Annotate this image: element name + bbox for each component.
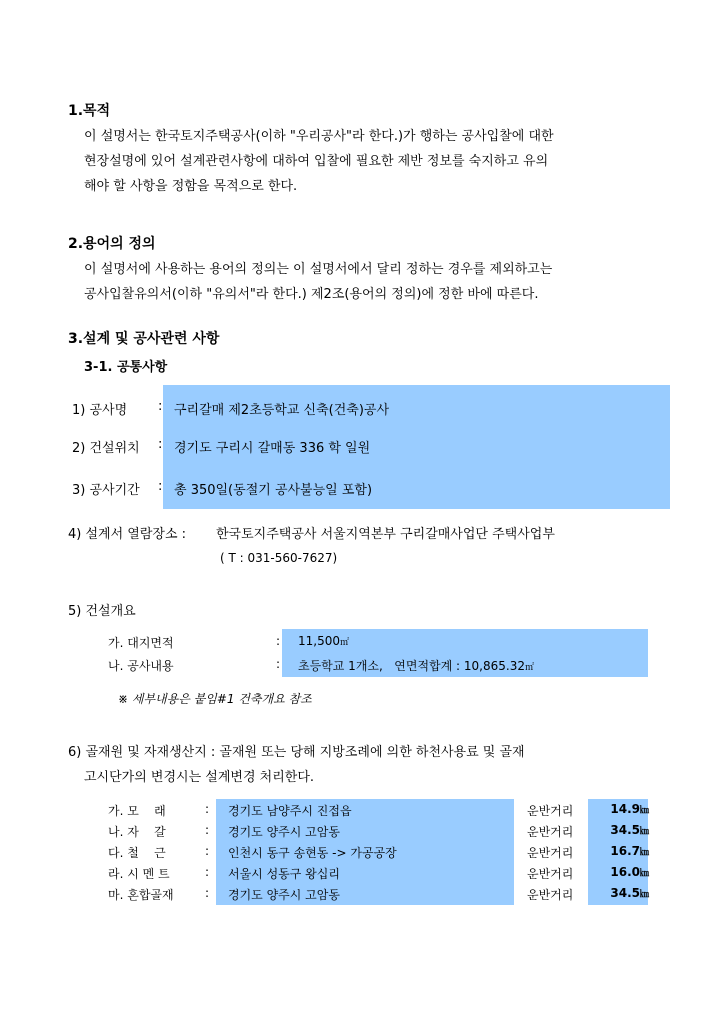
colon: :	[158, 437, 163, 452]
colon: :	[205, 844, 210, 858]
section-2-paragraph	[84, 257, 656, 307]
reference-note: ※ 세부내용은 붙임#1 건축개요 참조	[118, 692, 312, 706]
location-label: 2) 건설위치	[72, 441, 140, 456]
period-value: 총 350일(동절기 공사불능일 포함)	[174, 483, 373, 498]
paragraph-line: 현장설명에 있어 설계관련사항에 대하여 입찰에 필요한 제반 정보를 숙지하고 유의	[84, 154, 549, 169]
site-area-number: 11,500	[298, 634, 340, 648]
paragraph-line: 이 설명서는 한국토지주택공사(이하 "우리공사"라 한다.)가 행하는 공사입찰에 대한	[84, 129, 554, 144]
colon: :	[205, 865, 210, 879]
aggregate-source-paragraph	[68, 740, 656, 790]
colon: :	[158, 479, 163, 494]
material-row-rebar-place: 인천시 동구 송현동 -> 가공공장	[228, 846, 397, 860]
distance-unit: ㎞	[639, 827, 649, 837]
colon: :	[205, 886, 210, 900]
paragraph-line: 해야 할 사항을 정함을 목적으로 한다.	[84, 179, 298, 194]
paragraph-line: 6) 골재원 및 자재생산지 : 골재원 또는 당해 지방조례에 의한 하천사용료 및 골재	[68, 745, 525, 760]
section-3-1-subheading: 3-1. 공통사항	[84, 360, 168, 375]
material-row-cement-distance-label: 운반거리	[527, 867, 574, 881]
material-row-sand-label: 가. 모 래	[108, 804, 166, 818]
distance-value: 34.5	[610, 823, 640, 837]
material-row-mixed-aggregate-distance-label: 운반거리	[527, 888, 574, 902]
material-row-rebar-label: 다. 철 근	[108, 846, 166, 860]
material-row-mixed-aggregate-label: 마. 혼합골재	[108, 888, 174, 902]
viewing-place-label: 4) 설계서 열람장소 :	[68, 527, 187, 542]
location-value: 경기도 구리시 갈매동 336 학 일원	[174, 441, 371, 456]
distance-unit: ㎞	[639, 869, 649, 879]
section-3-heading: 3.설계 및 공사관련 사항	[68, 331, 220, 347]
material-row-sand-distance	[587, 802, 649, 816]
project-name-value: 구리갈매 제2초등학교 신축(건축)공사	[174, 403, 390, 418]
phone-number: ( T : 031-560-7627)	[220, 551, 338, 565]
site-area-value	[298, 634, 349, 648]
work-content-value	[298, 657, 534, 674]
site-area-label: 가. 대지면적	[108, 636, 174, 650]
viewing-place-value: 한국토지주택공사 서울지역본부 구리갈매사업단 주택사업부	[216, 527, 555, 542]
distance-value: 14.9	[610, 802, 640, 816]
distance-unit: ㎞	[639, 890, 649, 900]
material-row-rebar-distance-label: 운반거리	[527, 846, 574, 860]
paragraph-line: 공사입찰유의서(이하 "유의서"라 한다.) 제2조(용어의 정의)에 정한 바에 따른다.	[84, 287, 539, 302]
area-unit: ㎡	[524, 663, 534, 673]
material-row-cement-distance	[587, 865, 649, 879]
colon: :	[158, 399, 163, 414]
colon: :	[205, 802, 210, 816]
material-row-sand-place: 경기도 남양주시 진접읍	[228, 804, 352, 818]
material-row-cement-label: 라. 시 멘 트	[108, 867, 170, 881]
material-row-rebar-distance	[587, 844, 649, 858]
construction-overview-heading: 5) 건설개요	[68, 604, 136, 619]
material-row-mixed-aggregate-distance	[587, 886, 649, 900]
distance-value: 34.5	[610, 886, 640, 900]
distance-unit: ㎞	[639, 848, 649, 858]
colon: :	[276, 657, 281, 671]
section-1-paragraph	[84, 124, 656, 199]
material-row-gravel-distance	[587, 823, 649, 837]
material-row-gravel-label: 나. 자 갈	[108, 825, 166, 839]
colon: :	[276, 634, 281, 648]
distance-value: 16.7	[610, 844, 640, 858]
period-label: 3) 공사기간	[72, 483, 140, 498]
material-row-gravel-distance-label: 운반거리	[527, 825, 574, 839]
colon: :	[205, 823, 210, 837]
distance-unit: ㎞	[639, 806, 649, 816]
area-unit: ㎡	[340, 638, 350, 648]
distance-value: 16.0	[610, 865, 640, 879]
section-2-heading: 2.용어의 정의	[68, 236, 156, 252]
paragraph-line: 고시단가의 변경시는 설계변경 처리한다.	[84, 770, 315, 785]
project-name-label: 1) 공사명	[72, 403, 128, 418]
material-row-mixed-aggregate-place: 경기도 양주시 고암동	[228, 888, 340, 902]
paragraph-line: 이 설명서에 사용하는 용어의 정의는 이 설명서에서 달리 정하는 경우를 제외하고는	[84, 262, 553, 277]
material-row-sand-distance-label: 운반거리	[527, 804, 574, 818]
work-content-text: 초등학교 1개소, 연면적합계 : 10,865.32	[298, 659, 525, 673]
work-content-label: 나. 공사내용	[108, 659, 174, 673]
material-row-gravel-place: 경기도 양주시 고암동	[228, 825, 340, 839]
material-row-cement-place: 서울시 성동구 왕십리	[228, 867, 340, 881]
section-1-heading: 1.목적	[68, 103, 111, 119]
